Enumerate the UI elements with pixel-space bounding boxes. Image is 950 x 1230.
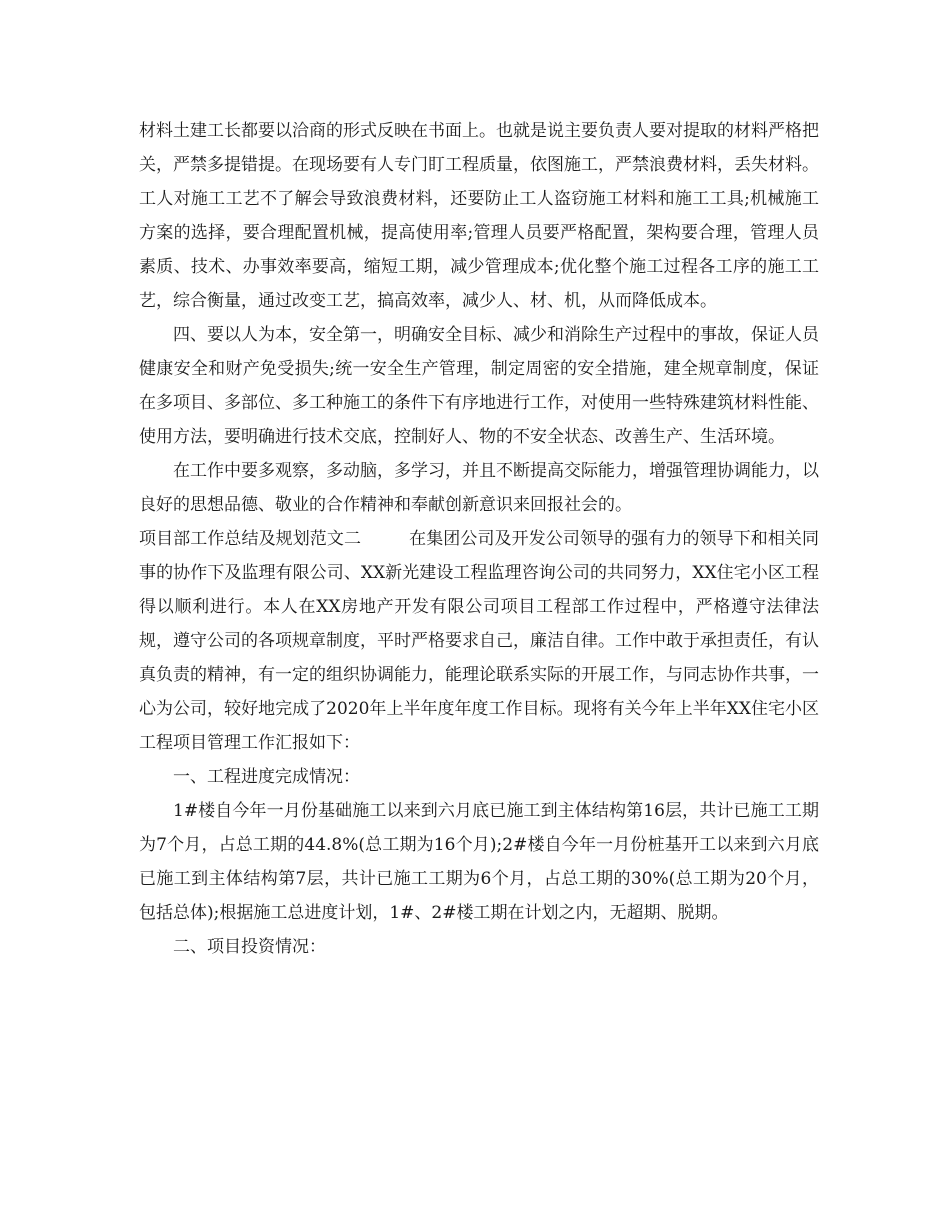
paragraph-progress-heading: 一、工程进度完成情况： <box>173 767 360 787</box>
summary-intro-text: 在集团公司及开发公司领导的强有力的领导下和相关同事的协作下及监理有限公司、XX新光建设工程监理咨询公司的共同努力，XX住宅小区工程得以顺利进行。本人在XX房地产开发有限公司项目工程部工作过程中，严格遵守法律法规，遵守公司的各项规章制度，平时严格要求自己，廉洁自律。工作中敢于承担责任，有认真负责的精神，有一定的组织协调能力，能理论联系实际的开展工作，与同志协作共事，一心为公司，较好地完成了2020年上半年度年度工作目标。现将有关今年上半年XX住宅小区工程项目管理工作汇报如下： <box>139 529 820 753</box>
paragraph-material-control: 材料土建工长都要以洽商的形式反映在书面上。也就是说主要负责人要对提取的材料严格把关，严禁多提错提。在现场要有人专门盯工程质量，依图施工，严禁浪费材料，丢失材料。工人对施工工艺不了解会导致浪费材料，还要防止工人盗窃施工材料和施工工具;机械施工方案的选择，要合理配置机械，提高使用率;管理人员要严格配置，架构要合理，管理人员素质、技术、办事效率要高，缩短工期，减少管理成本;优化整个施工过程各工序的施工工艺，综合衡量，通过改变工艺，搞高效率，减少人、材、机，从而降低成本。 <box>139 121 819 311</box>
paragraph-progress-detail: 1#楼自今年一月份基础施工以来到六月底已施工到主体结构第16层，共计已施工工期为7个月，占总工期的44.8%(总工期为16个月);2#楼自今年一月份桩基开工以来到六月底已施工到主体结构第7层，共计已施工工期为6个月，占总工期的30%(总工期为20个月，包括总体);根据施工总进度计划，1#、2#楼工期在计划之内，无超期、脱期。 <box>139 801 819 923</box>
paragraph-summary-intro <box>139 522 819 760</box>
paragraph-safety-first: 四、要以人为本，安全第一，明确安全目标、减少和消除生产过程中的事故，保证人员健康安全和财产免受损失;统一安全生产管理，制定周密的安全措施，建全规章制度，保证在多项目、多部位、多工种施工的条件下有序地进行工作，对使用一些特殊建筑材料性能、使用方法，要明确进行技术交底，控制好人、物的不安全状态、改善生产、生活环境。 <box>139 325 819 447</box>
paragraph-investment-heading: 二、项目投资情况： <box>173 937 326 957</box>
section-heading: 项目部工作总结及规划范文二 <box>139 529 362 549</box>
document-body <box>139 114 819 964</box>
paragraph-work-attitude: 在工作中要多观察，多动脑，多学习，并且不断提高交际能力，增强管理协调能力，以良好的思想品德、敬业的合作精神和奉献创新意识来回报社会的。 <box>139 461 819 515</box>
